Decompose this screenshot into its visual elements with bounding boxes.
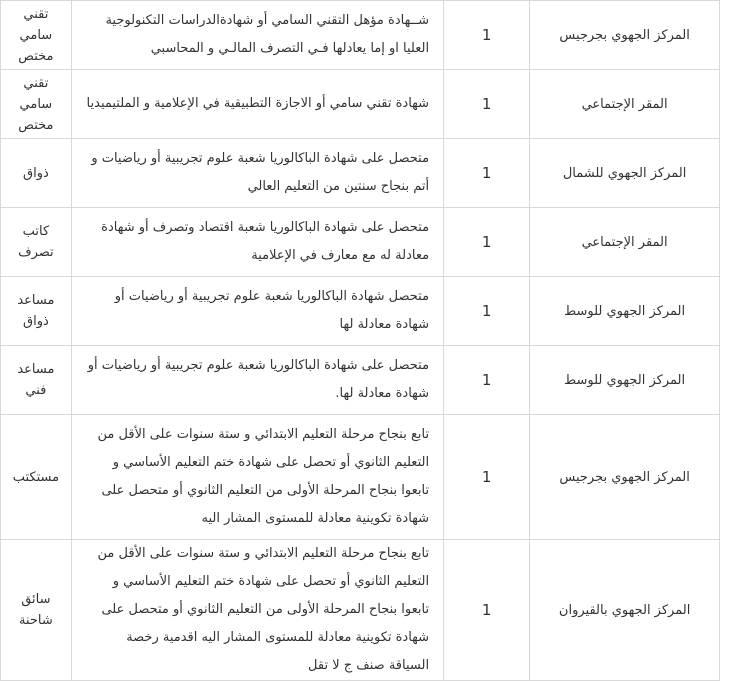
table-row [1, 208, 720, 277]
center-cell: المقر الإجتماعي [530, 208, 720, 277]
qualification-cell: متحصل على شهادة الباكالوريا شعبة علوم تجريبية أو رياضيات و أتم بنجاح سنتين من التعليم العالي [71, 139, 443, 208]
qualification-cell: تابع بنجاح مرحلة التعليم الابتدائي و ستة سنوات على الأقل من التعليم الثانوي أو تحصل على شهادة ختم التعليم الأساسي و تابعوا بنجاح المرحلة الأولى من التعليم الثانوي أو متحصل على شهادة تكوينية معادلة للمستوى المشار اليه اقدمية رخصة السياقة صنف ج لا تقل [71, 540, 443, 681]
count-cell: 1 [444, 415, 530, 540]
qualification-cell: متحصل على شهادة الباكالوريا شعبة اقتصاد وتصرف أو شهادة معادلة له مع معارف في الإعلامية [71, 208, 443, 277]
position-cell: ذواق [1, 139, 72, 208]
table-row [1, 1, 720, 70]
center-cell: المركز الجهوي بجرجيس [530, 415, 720, 540]
center-cell: المقر الإجتماعي [530, 70, 720, 139]
center-cell: المركز الجهوي بالقيروان [530, 540, 720, 681]
qualification-cell: متحصل شهادة الباكالوريا شعبة علوم تجريبية أو رياضيات أو شهادة معادلة لها [71, 277, 443, 346]
center-cell: المركز الجهوي للوسط [530, 277, 720, 346]
position-cell: مستكتب [1, 415, 72, 540]
qualification-cell: شهادة تقني سامي أو الاجازة التطبيقية في الإعلامية و الملتيميديا [71, 70, 443, 139]
count-cell: 1 [444, 139, 530, 208]
table-row [1, 277, 720, 346]
table-row [1, 540, 720, 681]
count-cell: 1 [444, 346, 530, 415]
table-row [1, 70, 720, 139]
center-cell: المركز الجهوي للوسط [530, 346, 720, 415]
qualification-cell: تابع بنجاح مرحلة التعليم الابتدائي و ستة سنوات على الأقل من التعليم الثانوي أو تحصل على شهادة ختم التعليم الأساسي و تابعوا بنجاح المرحلة الأولى من التعليم الثانوي أو متحصل على شهادة تكوينية معادلة للمستوى المشار اليه [71, 415, 443, 540]
position-cell: كاتب تصرف [1, 208, 72, 277]
count-cell: 1 [444, 1, 530, 70]
position-cell: مساعد ذواق [1, 277, 72, 346]
position-cell: تقني سامي مختص [1, 70, 72, 139]
table-row [1, 139, 720, 208]
count-cell: 1 [444, 70, 530, 139]
center-cell: المركز الجهوي بجرجيس [530, 1, 720, 70]
table-row [1, 415, 720, 540]
position-cell: سائق شاحنة [1, 540, 72, 681]
position-cell: مساعد فني [1, 346, 72, 415]
qualification-cell: شــهادة مؤهل التقني السامي أو شهادةالدراسات التكنولوجية العليا او إما يعادلها فـي التصرف المالـي و المحاسبي [71, 1, 443, 70]
center-cell: المركز الجهوي للشمال [530, 139, 720, 208]
count-cell: 1 [444, 540, 530, 681]
count-cell: 1 [444, 277, 530, 346]
qualification-cell: متحصل على شهادة الباكالوريا شعبة علوم تجريبية أو رياضيات أو شهادة معادلة لها. [71, 346, 443, 415]
count-cell: 1 [444, 208, 530, 277]
position-cell: تقني سامي مختص [1, 1, 72, 70]
table-row [1, 346, 720, 415]
